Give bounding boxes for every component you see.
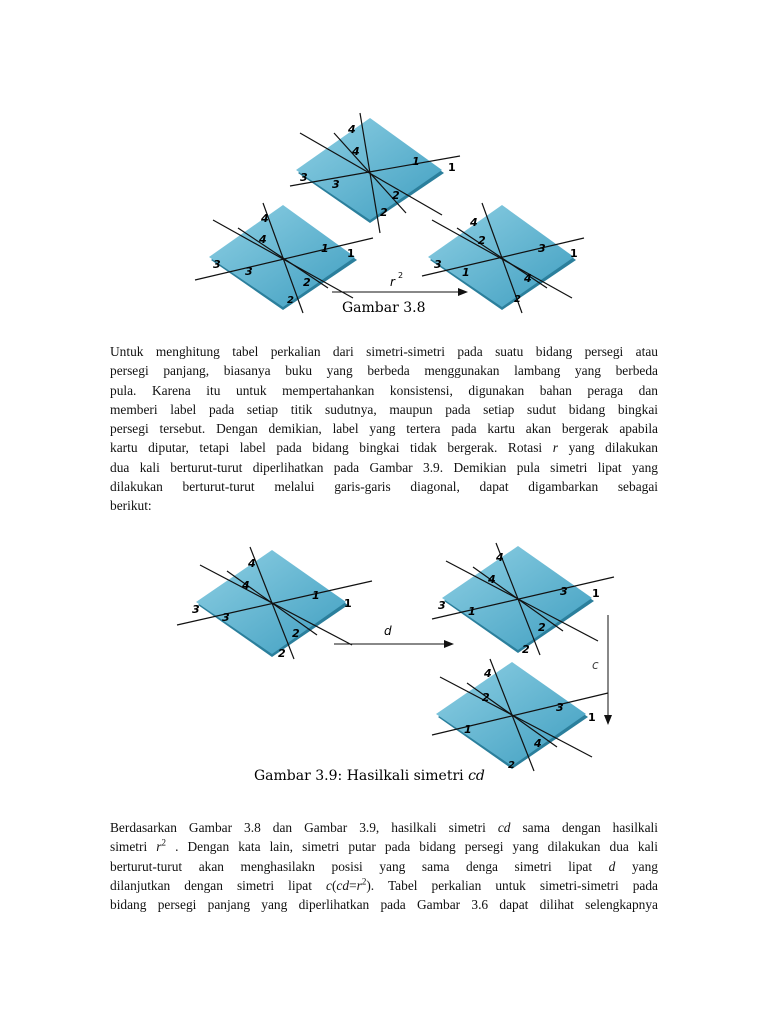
var-d: d xyxy=(608,858,616,874)
left-rhombus xyxy=(195,203,373,313)
svg-text:2: 2 xyxy=(398,271,404,280)
label: 4 xyxy=(259,233,267,246)
label: 4 xyxy=(524,272,532,285)
figure-3-8-caption: Gambar 3.8 xyxy=(342,300,426,316)
var-cd: cd xyxy=(336,877,350,893)
label: 3 xyxy=(213,258,221,271)
arrow-c xyxy=(592,615,612,725)
figure-3-9-caption: Gambar 3.9: Hasilkali simetri cd xyxy=(254,768,485,784)
var-r: r xyxy=(156,839,162,855)
exp: 2 xyxy=(361,876,367,887)
label: 1 xyxy=(321,242,329,255)
text: dilanjutkan dengan simetri lipat xyxy=(110,877,312,893)
label: 2 xyxy=(287,295,294,306)
text: Berdasarkan Gambar 3.8 dan Gambar 3.9, hasilkali simetri xyxy=(110,820,486,835)
var-cd: cd xyxy=(497,820,511,835)
label: 2 xyxy=(538,621,546,634)
label: 3 xyxy=(222,611,230,624)
para1-line: berikut: xyxy=(110,498,152,514)
right-rhombus xyxy=(432,543,614,656)
label: 4 xyxy=(534,737,542,750)
label: 2 xyxy=(508,760,515,771)
label: 4 xyxy=(242,579,250,592)
label: 4 xyxy=(488,573,496,586)
para2-line: bidang persegi panjang yang diperlihatkan pada Gambar 3.6 dapat dilihat selengkapnya xyxy=(110,897,658,913)
label: 1 xyxy=(312,589,320,602)
label: 1 xyxy=(570,247,578,260)
para2-line xyxy=(110,818,658,837)
var-r: r xyxy=(356,877,362,893)
para1-line: dilakukan berturut-turut melalui garis-garis diagonal, dapat digambarkan sebagai xyxy=(110,479,658,495)
paren: ( xyxy=(331,877,337,893)
paragraph-2 xyxy=(110,818,658,914)
svg-text:c: c xyxy=(592,658,599,672)
label: 3 xyxy=(434,258,442,271)
text: Tabel perkalian untuk simetri-simetri pada xyxy=(387,877,658,893)
label: 1 xyxy=(592,587,600,600)
para1-line: persegi tersebut. Dengan demikian, label yang tertera pada kartu akan bergerak apabila xyxy=(110,421,658,437)
var-r: r xyxy=(552,440,558,456)
label: 3 xyxy=(438,599,446,612)
label: 1 xyxy=(347,247,355,260)
para1-line-6 xyxy=(110,438,658,457)
label: 2 xyxy=(522,643,530,656)
text: yang dilakukan xyxy=(568,440,658,456)
eq: = xyxy=(349,877,357,893)
label: 3 xyxy=(560,585,568,598)
paragraph-1 xyxy=(110,342,658,516)
label: 1 xyxy=(448,161,456,174)
label: 3 xyxy=(245,265,253,278)
label: 4 xyxy=(352,145,360,158)
label: 2 xyxy=(482,691,490,704)
label: 3 xyxy=(538,242,546,255)
top-rhombus xyxy=(290,113,460,233)
text: berturut-turut akan menghasilakn posisi yang sama denga simetri lipat xyxy=(110,858,593,874)
exp: 2 xyxy=(161,837,166,848)
label: 1 xyxy=(462,266,470,279)
label: 4 xyxy=(496,551,504,564)
label: 3 xyxy=(300,171,308,184)
figure-3-8 xyxy=(180,108,600,323)
label: 4 xyxy=(248,557,256,570)
label: 1 xyxy=(468,605,476,618)
label: 1 xyxy=(464,723,472,736)
label: 2 xyxy=(380,206,388,219)
svg-text:r: r xyxy=(390,275,395,289)
text: simetri xyxy=(110,839,148,855)
label: 3 xyxy=(332,178,340,191)
var-c: c xyxy=(326,877,332,893)
label: 1 xyxy=(344,597,352,610)
label: 4 xyxy=(261,212,269,225)
svg-text:d: d xyxy=(384,624,392,638)
label: 3 xyxy=(192,603,200,616)
para1-line: pula. Karena itu untuk mempertahankan konsistensi, digunakan bahan peraga dan xyxy=(110,382,658,398)
text: yang xyxy=(631,858,658,874)
label: 2 xyxy=(278,647,286,660)
label: 2 xyxy=(292,627,300,640)
left-rhombus xyxy=(177,547,372,660)
arrow-r2 xyxy=(332,271,468,296)
text: sama dengan hasilkali xyxy=(522,820,658,835)
label: 4 xyxy=(470,216,478,229)
figure-3-9 xyxy=(160,537,630,792)
text: . Dengan kata lain, simetri putar pada bidang persegi yang dilakukan dua kali xyxy=(175,839,658,855)
label: 2 xyxy=(478,234,486,247)
label: 1 xyxy=(588,711,596,724)
bottom-rhombus xyxy=(432,659,608,771)
label: 2 xyxy=(514,294,521,305)
para2-line xyxy=(110,857,658,876)
text: kartu diputar, tetapi label pada bidang bingkai tidak bergerak. Rotasi xyxy=(110,440,543,456)
label: 2 xyxy=(392,189,400,202)
para1-line: persegi panjang, biasanya buku yang berbeda menggunakan lambang yang berbeda xyxy=(110,363,658,379)
para1-line: memberi label pada setiap titik sudutnya, maupun pada setiap sudut bidang bingkai xyxy=(110,401,658,417)
para1-line: Untuk menghitung tabel perkalian dari simetri-simetri pada suatu bidang persegi atau xyxy=(110,344,658,359)
label: 4 xyxy=(484,667,492,680)
label: 1 xyxy=(412,155,420,168)
right-rhombus xyxy=(422,203,584,313)
para2-line xyxy=(110,876,658,895)
label: 3 xyxy=(556,701,564,714)
label: 4 xyxy=(348,123,356,136)
arrow-d xyxy=(334,624,454,648)
para1-line: dua kali berturut-turut diperlihatkan pada Gambar 3.9. Demikian pula simetri lipat yang xyxy=(110,459,658,475)
para2-line xyxy=(110,837,658,856)
label: 2 xyxy=(303,276,311,289)
paren: ). xyxy=(366,877,375,893)
